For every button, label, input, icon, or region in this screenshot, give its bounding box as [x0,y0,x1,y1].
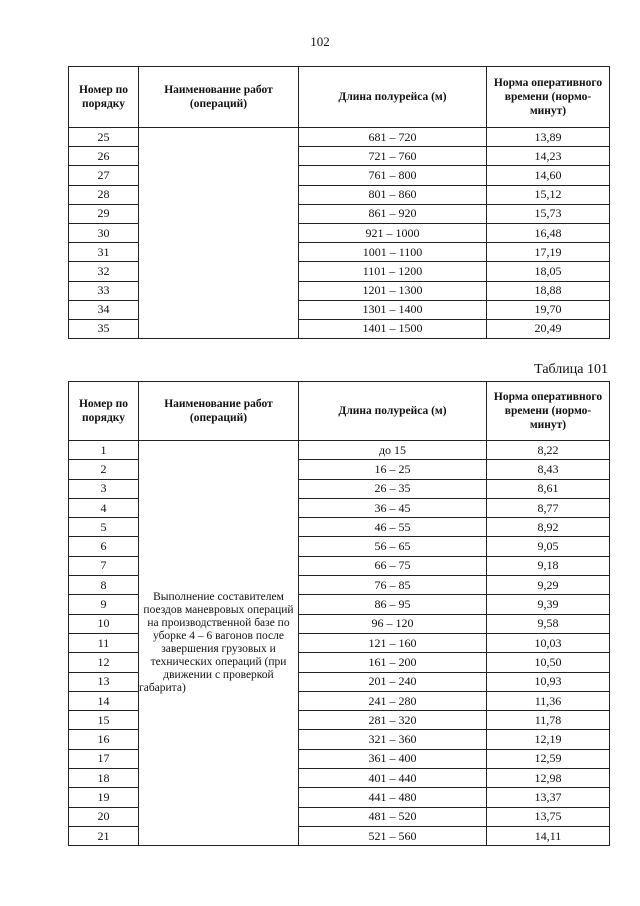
table-caption: Таблица 101 [534,362,608,377]
cell-length: 56 – 65 [299,537,487,556]
cell-number: 2 [69,460,139,479]
cell-number: 4 [69,498,139,517]
cell-number: 9 [69,595,139,614]
cell-length: 521 – 560 [299,826,487,845]
cell-norm: 13,89 [487,128,610,147]
cell-length: 1301 – 1400 [299,300,487,319]
cell-number: 35 [69,319,139,338]
cell-number: 16 [69,730,139,749]
cell-number: 27 [69,166,139,185]
cell-norm: 14,11 [487,826,610,845]
cell-number: 12 [69,653,139,672]
cell-number: 3 [69,479,139,498]
cell-norm: 10,03 [487,633,610,652]
cell-norm: 9,18 [487,556,610,575]
cell-norm: 16,48 [487,223,610,242]
cell-norm: 12,98 [487,769,610,788]
cell-norm: 8,77 [487,498,610,517]
cell-length: 36 – 45 [299,498,487,517]
cell-length: 1001 – 1100 [299,243,487,262]
cell-norm: 9,05 [487,537,610,556]
header-norm: Норма оперативного времени (нормо-минут) [487,67,610,128]
header-number: Номер по порядку [69,67,139,128]
cell-norm: 14,60 [487,166,610,185]
cell-operation-name: Выполнение составителем поездов маневровых операций на производственной базе по уборке 4 – 6 вагонов после завершения грузовых и технических операций (при движении с проверкой габарита) [139,441,299,846]
header-norm: Норма оперативного времени (нормо-минут) [487,382,610,441]
header-number: Номер по порядку [69,382,139,441]
cell-number: 6 [69,537,139,556]
cell-length: 201 – 240 [299,672,487,691]
cell-length: 96 – 120 [299,614,487,633]
cell-number: 34 [69,300,139,319]
cell-norm: 10,93 [487,672,610,691]
cell-number: 1 [69,441,139,460]
cell-length: 761 – 800 [299,166,487,185]
table-row [69,441,610,460]
cell-norm: 8,22 [487,441,610,460]
cell-length: 86 – 95 [299,595,487,614]
cell-number: 18 [69,769,139,788]
cell-length: 481 – 520 [299,807,487,826]
cell-number: 21 [69,826,139,845]
cell-norm: 9,29 [487,576,610,595]
header-name: Наименование работ (операций) [139,382,299,441]
cell-number: 30 [69,223,139,242]
cell-norm: 19,70 [487,300,610,319]
cell-length: 241 – 280 [299,691,487,710]
cell-number: 25 [69,128,139,147]
cell-norm: 17,19 [487,243,610,262]
cell-norm: 20,49 [487,319,610,338]
cell-operation-name [139,128,299,339]
cell-norm: 9,39 [487,595,610,614]
cell-norm: 8,43 [487,460,610,479]
cell-number: 31 [69,243,139,262]
cell-number: 17 [69,749,139,768]
cell-number: 15 [69,711,139,730]
header-length: Длина полурейса (м) [299,382,487,441]
table-header-row [69,382,610,441]
cell-number: 14 [69,691,139,710]
cell-length: 861 – 920 [299,204,487,223]
header-name: Наименование работ (операций) [139,67,299,128]
cell-norm: 10,50 [487,653,610,672]
cell-number: 28 [69,185,139,204]
cell-length: 1101 – 1200 [299,262,487,281]
cell-norm: 15,73 [487,204,610,223]
cell-number: 29 [69,204,139,223]
cell-norm: 11,78 [487,711,610,730]
cell-length: 361 – 400 [299,749,487,768]
cell-norm: 11,36 [487,691,610,710]
cell-length: 721 – 760 [299,147,487,166]
cell-norm: 13,37 [487,788,610,807]
cell-norm: 13,75 [487,807,610,826]
cell-length: 121 – 160 [299,633,487,652]
cell-number: 11 [69,633,139,652]
cell-number: 8 [69,576,139,595]
table-row [69,128,610,147]
cell-number: 10 [69,614,139,633]
cell-norm: 18,05 [487,262,610,281]
cell-length: 1401 – 1500 [299,319,487,338]
cell-length: 681 – 720 [299,128,487,147]
table-body [69,128,610,339]
cell-number: 33 [69,281,139,300]
cell-number: 5 [69,518,139,537]
cell-number: 32 [69,262,139,281]
cell-number: 20 [69,807,139,826]
cell-length: 401 – 440 [299,769,487,788]
cell-length: 26 – 35 [299,479,487,498]
cell-norm: 12,59 [487,749,610,768]
cell-length: 161 – 200 [299,653,487,672]
cell-norm: 18,88 [487,281,610,300]
cell-norm: 15,12 [487,185,610,204]
cell-norm: 12,19 [487,730,610,749]
cell-number: 26 [69,147,139,166]
cell-length: 76 – 85 [299,576,487,595]
cell-length: 66 – 75 [299,556,487,575]
cell-length: 281 – 320 [299,711,487,730]
cell-norm: 8,61 [487,479,610,498]
header-length: Длина полурейса (м) [299,67,487,128]
table-header-row [69,67,610,128]
cell-number: 19 [69,788,139,807]
norm-table-continued [68,66,610,339]
norm-table-101 [68,381,610,846]
cell-length: 801 – 860 [299,185,487,204]
cell-norm: 14,23 [487,147,610,166]
cell-norm: 9,58 [487,614,610,633]
page-number: 102 [310,34,330,49]
cell-length: 16 – 25 [299,460,487,479]
cell-length: 46 – 55 [299,518,487,537]
cell-length: 441 – 480 [299,788,487,807]
cell-length: 921 – 1000 [299,223,487,242]
cell-length: до 15 [299,441,487,460]
cell-number: 7 [69,556,139,575]
cell-length: 321 – 360 [299,730,487,749]
cell-number: 13 [69,672,139,691]
cell-norm: 8,92 [487,518,610,537]
table-body [69,441,610,846]
cell-length: 1201 – 1300 [299,281,487,300]
